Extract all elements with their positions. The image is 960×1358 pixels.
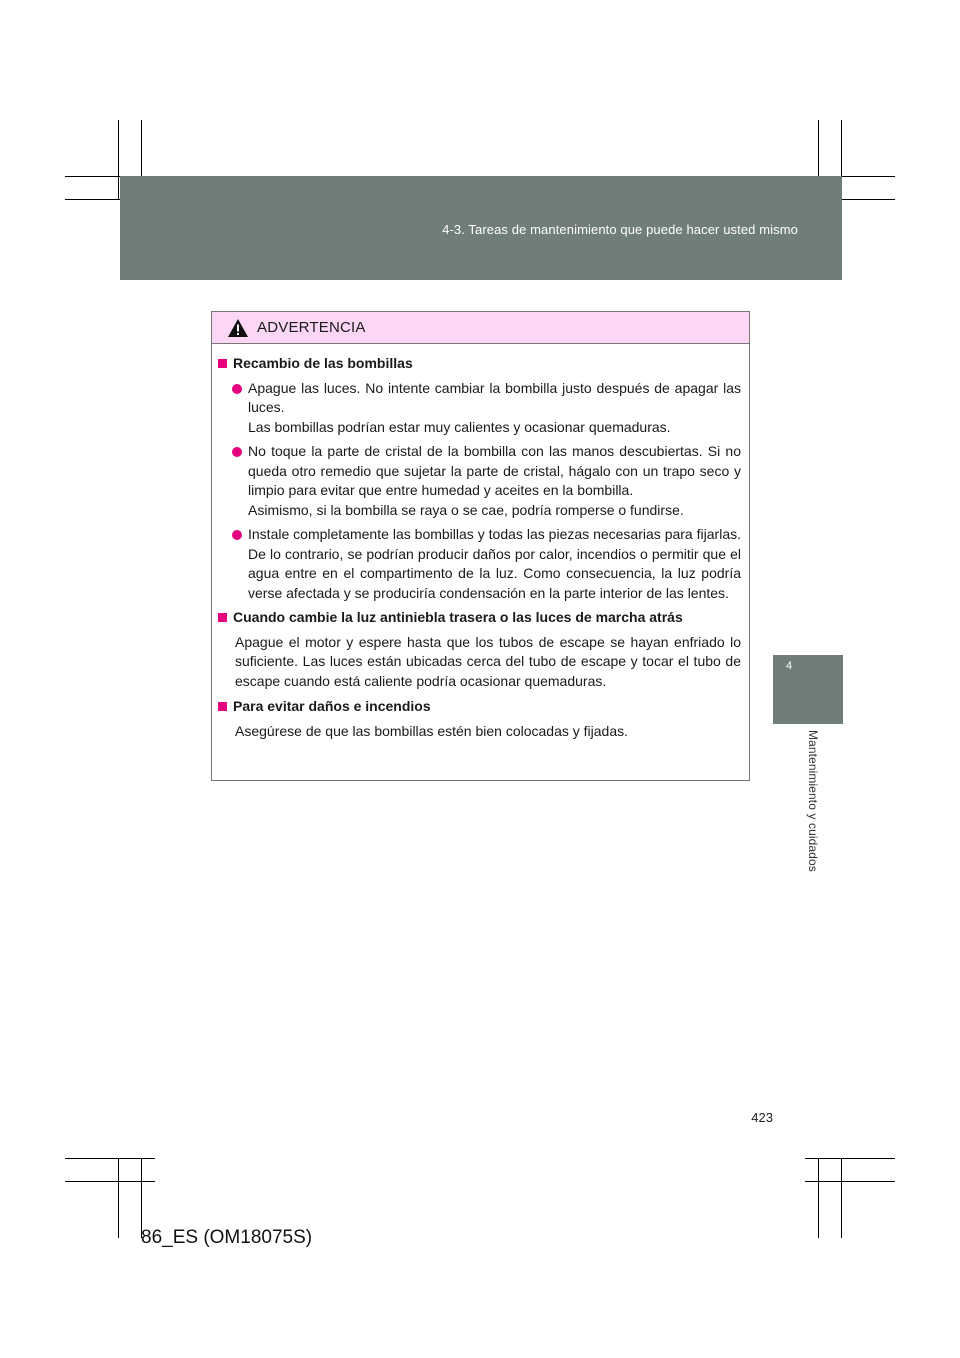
round-bullet-icon <box>232 384 242 394</box>
footer-code: 86_ES (OM18075S) <box>141 1227 313 1248</box>
bullet-text: Las bombillas podrían estar muy calientes y ocasionar quemaduras. <box>248 418 671 435</box>
square-bullet-icon <box>218 359 227 368</box>
round-bullet-icon <box>232 447 242 457</box>
warning-body <box>212 344 749 741</box>
warning-triangle-icon <box>227 318 249 338</box>
crop-mark <box>118 120 119 200</box>
section-heading: Para evitar daños e incendios <box>218 697 741 717</box>
warning-box <box>211 311 750 781</box>
paragraph: Asegúrese de que las bombillas estén bien colocadas y fijadas. <box>235 722 629 739</box>
page-number: 423 <box>751 1110 773 1125</box>
crop-mark <box>818 1158 819 1238</box>
bullet-text: Asimismo, si la bombilla se raya o se cae, podría romperse o fundirse. <box>248 501 684 518</box>
crop-mark <box>841 1158 842 1238</box>
bullet-item <box>218 442 741 520</box>
square-bullet-icon <box>218 702 227 711</box>
crop-mark <box>65 1181 155 1182</box>
crop-mark <box>141 1158 142 1238</box>
bullet-item <box>218 379 741 438</box>
chapter-number: 4 <box>785 660 793 672</box>
section-heading: Cuando cambie la luz antiniebla trasera o las luces de marcha atrás <box>218 608 741 628</box>
square-bullet-icon <box>218 613 227 622</box>
crop-mark <box>805 1181 895 1182</box>
crop-mark <box>65 1158 155 1159</box>
bullet-text: Instale completamente las bombillas y todas las piezas necesarias para fijarlas. De lo contrario, se podrían producir daños por calor, incendios o permitir que el agua entre en el compartimento de la luz. Como consecuencia, la luz podría verse afectada y se produciría condensación en la parte interior de las lentes. <box>248 526 741 601</box>
warning-title: ADVERTENCIA <box>257 319 366 336</box>
bullet-text: No toque la parte de cristal de la bombilla con las manos descubiertas. Si no queda otro remedio que sujetar la parte de cristal, hágalo con un trapo seco y limpio para evitar que entre humedad y aceites en la bombilla. <box>248 443 741 498</box>
paragraph: Apague el motor y espere hasta que los tubos de escape se hayan enfriado lo suficiente. Las luces están ubicadas cerca del tubo de escape y tocar el tubo de escape cuando está caliente podría ocasionar quemaduras. <box>235 633 741 689</box>
crop-mark <box>805 1158 895 1159</box>
section-title: 4-3. Tareas de mantenimiento que puede hacer usted mismo <box>442 222 798 237</box>
bullet-text: Apague las luces. No intente cambiar la bombilla justo después de apagar las luces. <box>248 379 741 415</box>
warning-header <box>212 312 749 344</box>
crop-mark <box>118 1158 119 1238</box>
bullet-item <box>218 525 741 603</box>
round-bullet-icon <box>232 530 242 540</box>
chapter-label: Mantenimiento y cuidados <box>806 730 820 872</box>
section-heading: Recambio de las bombillas <box>218 354 741 374</box>
